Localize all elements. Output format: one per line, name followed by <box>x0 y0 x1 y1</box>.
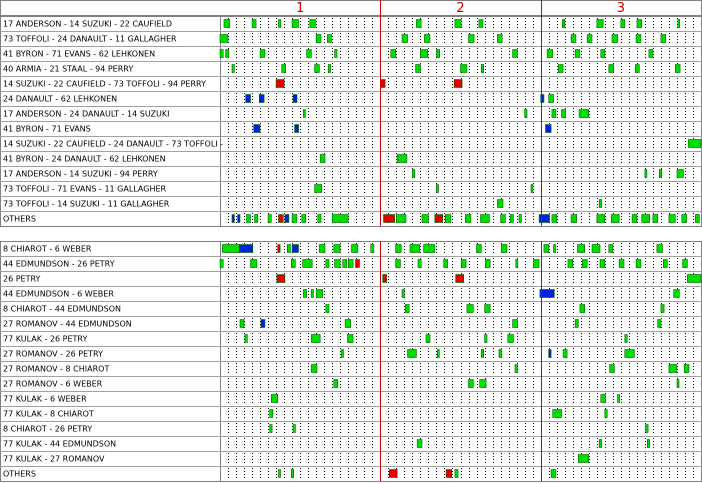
shift-bar-even <box>513 320 518 328</box>
shift-bar-even <box>287 245 290 253</box>
shift-bar-even <box>445 215 451 223</box>
shift-bar-even <box>247 215 251 223</box>
row-label: 17 ANDERSON - 24 DANAULT - 14 SUZUKI <box>3 109 170 119</box>
shift-bar-even <box>653 215 658 223</box>
shift-bar-even <box>271 395 277 403</box>
shift-bar-even <box>597 215 605 223</box>
row-label: 14 SUZUKI - 22 CAUFIELD - 73 TOFFOLI - 94 PERRY <box>3 79 206 89</box>
shift-bar-pp <box>540 290 554 298</box>
shift-bar-even <box>420 50 427 58</box>
shift-bar-even <box>684 365 689 373</box>
shift-bar-even <box>279 470 281 478</box>
shift-bar-even <box>437 350 439 358</box>
shift-bar-even <box>562 110 566 118</box>
shift-bar-pp <box>232 215 234 223</box>
shift-bar-penalty <box>446 470 452 478</box>
shift-bar-even <box>678 20 680 28</box>
shift-bar-even <box>481 65 483 73</box>
shift-bar-even <box>553 410 562 418</box>
shift-bar-even <box>547 50 553 58</box>
shift-bar-even <box>437 50 440 58</box>
row-label: 27 ROMANOV - 6 WEBER <box>3 379 103 389</box>
shift-bar-even <box>578 245 585 253</box>
shift-bar-even <box>348 335 354 343</box>
shift-bar-even <box>669 215 675 223</box>
row-label: 77 KULAK - 6 WEBER <box>3 394 87 404</box>
row-label: 14 SUZUKI - 22 CAUFIELD - 24 DANAULT - 73 TOFFOLI - <box>3 139 224 149</box>
shift-bar-even <box>513 50 518 58</box>
shift-bar-even <box>326 305 329 313</box>
shift-bar-pp <box>239 245 253 253</box>
shift-bar-even <box>663 260 667 268</box>
shift-bar-even <box>519 215 521 223</box>
shift-bar-even <box>240 320 244 328</box>
row-label: 27 ROMANOV - 8 CHIAROT <box>3 364 110 374</box>
row-label: 44 EDMUNDSON - 26 PETRY <box>3 259 115 269</box>
row-label: 77 KULAK - 26 PETRY <box>3 334 88 344</box>
shift-bar-even <box>501 215 506 223</box>
shift-bar-even <box>255 215 258 223</box>
shift-bar-even <box>391 50 396 58</box>
shift-bar-even <box>397 155 407 163</box>
shift-bar-even <box>610 365 615 373</box>
shift-bar-even <box>311 365 317 373</box>
shift-bar-even <box>531 185 533 193</box>
shift-bar-even <box>352 245 358 253</box>
shift-bar-even <box>319 245 325 253</box>
shift-bar-even <box>552 215 557 223</box>
shift-bar-pp <box>246 95 251 103</box>
shift-bar-even <box>587 35 592 43</box>
shift-bar-pp <box>292 245 298 253</box>
shift-bar-even <box>642 215 650 223</box>
shift-bar-even <box>220 50 223 58</box>
shift-bar-even <box>417 440 422 448</box>
shift-bar-even <box>410 245 420 253</box>
shift-bar-even <box>270 410 273 418</box>
shift-bar-even <box>270 425 272 433</box>
shift-bar-even <box>582 260 587 268</box>
shift-bar-even <box>558 65 563 73</box>
shift-bar-even <box>232 65 234 73</box>
shift-bar-pp <box>539 215 549 223</box>
row-label: 8 CHIAROT - 44 EDMUNDSON <box>3 304 121 314</box>
shift-bar-even <box>226 50 229 58</box>
shift-bar-even <box>563 350 567 358</box>
shift-bar-even <box>657 245 663 253</box>
row-label: 27 ROMANOV - 44 EDMUNDSON <box>3 319 132 329</box>
shift-bar-even <box>408 350 417 358</box>
shift-bar-even <box>525 110 527 118</box>
shift-bar-even <box>405 305 409 313</box>
shift-bar-even <box>534 260 540 268</box>
shift-bar-even <box>461 65 467 73</box>
shift-bar-even <box>625 350 635 358</box>
shift-bar-even <box>516 260 518 268</box>
shift-bar-even <box>659 170 661 178</box>
shift-bar-pp <box>546 125 552 133</box>
shift-bar-even <box>481 215 490 223</box>
shift-bar-even <box>647 440 649 448</box>
shift-bar-even <box>508 335 514 343</box>
shift-bar-even <box>396 215 406 223</box>
row-label: OTHERS <box>3 214 36 224</box>
shift-bar-even <box>597 20 603 28</box>
period-label-1: 1 <box>296 1 305 16</box>
shift-bar-even <box>632 215 637 223</box>
shift-bar-even <box>341 350 343 358</box>
shift-bar-even <box>291 260 295 268</box>
period-label-3: 3 <box>616 1 625 16</box>
period-header <box>1 1 702 16</box>
shift-bar-even <box>636 260 641 268</box>
shift-bar-even <box>571 35 576 43</box>
row-label: 24 DANAULT - 62 LEHKONEN <box>3 94 118 104</box>
row-label: 41 BYRON - 24 DANAULT - 62 LEHKONEN <box>3 154 166 164</box>
row-label: 41 BYRON - 71 EVANS - 62 LEHKONEN <box>3 49 156 59</box>
shift-bar-even <box>562 20 564 28</box>
shift-bar-even <box>658 320 661 328</box>
shift-bar-even <box>424 35 430 43</box>
shift-bar-even <box>318 215 321 223</box>
shift-bar-even <box>310 20 316 28</box>
row-group-2 <box>0 241 702 482</box>
shift-bar-even <box>480 380 486 388</box>
shift-bar-even <box>637 20 642 28</box>
shift-bar-even <box>600 260 605 268</box>
shift-bar-even <box>677 170 683 178</box>
shift-bar-even <box>465 215 471 223</box>
shift-bar-pp <box>295 125 299 133</box>
shift-bar-even <box>568 260 573 268</box>
shift-bar-even <box>302 215 306 223</box>
shift-bar-even <box>245 335 247 343</box>
row-label: OTHERS <box>3 469 36 479</box>
row-label: 8 CHIAROT - 26 PETRY <box>3 424 93 434</box>
shift-bar-pp <box>285 215 289 223</box>
shift-bar-even <box>416 20 421 28</box>
shift-bar-even <box>402 290 404 298</box>
shift-bar-even <box>682 215 687 223</box>
shift-bar-even <box>601 395 606 403</box>
shift-bar-even <box>636 35 641 43</box>
shift-bar-even <box>315 185 322 193</box>
period-label-2: 2 <box>456 1 465 16</box>
shift-bar-even <box>510 215 513 223</box>
shift-bar-even <box>422 215 428 223</box>
shift-bar-even <box>316 35 321 43</box>
shift-bar-pp <box>261 320 265 328</box>
shift-bar-even <box>669 365 677 373</box>
shift-bar-even <box>371 245 374 253</box>
shift-bar-even <box>437 185 439 193</box>
shift-bar-even <box>619 260 624 268</box>
shift-bar-even <box>661 35 666 43</box>
shift-bar-even <box>320 155 325 163</box>
shift-bar-even <box>469 35 475 43</box>
shift-bar-even <box>252 20 256 28</box>
shift-bar-even <box>575 50 580 58</box>
shift-bar-even <box>315 65 320 73</box>
shift-bar-even <box>412 170 414 178</box>
shift-bar-even <box>605 410 607 418</box>
shift-bar-even <box>579 110 589 118</box>
shift-bar-even <box>469 380 474 388</box>
shift-bar-even <box>467 305 473 313</box>
shift-bar-penalty <box>278 245 280 253</box>
shift-bar-even <box>396 245 402 253</box>
shift-bar-even <box>303 110 305 118</box>
shift-bar-even <box>625 335 627 343</box>
shift-bar-penalty <box>456 275 464 283</box>
shift-bar-even <box>311 290 313 298</box>
shift-bar-penalty <box>356 260 360 268</box>
shift-bar-even <box>554 245 556 253</box>
row-label: 44 EDMUNDSON - 6 WEBER <box>3 289 114 299</box>
shift-bar-even <box>612 35 618 43</box>
shift-bar-pp <box>259 95 264 103</box>
shift-bar-pp <box>549 350 551 358</box>
shift-bar-even <box>688 140 701 148</box>
shift-bar-even <box>485 260 490 268</box>
row-label: 73 TOFFOLI - 24 DANAULT - 11 GALLAGHER <box>3 34 177 44</box>
row-label: 26 PETRY <box>3 274 41 284</box>
row-label: 8 CHIAROT - 6 WEBER <box>3 244 92 254</box>
row-label: 17 ANDERSON - 14 SUZUKI - 94 PERRY <box>3 169 158 179</box>
shift-bar-even <box>327 35 331 43</box>
shift-bar-even <box>501 245 507 253</box>
shift-bar-even <box>291 470 293 478</box>
shift-bar-even <box>645 170 647 178</box>
row-label: 73 TOFFOLI - 14 SUZUKI - 11 GALLAGHER <box>3 199 170 209</box>
shift-bar-even <box>549 95 554 103</box>
shift-bar-penalty <box>384 215 395 223</box>
shift-bar-even <box>343 260 347 268</box>
shift-bar-even <box>609 245 613 253</box>
shift-bar-even <box>426 335 430 343</box>
row-label: 77 KULAK - 27 ROMANOV <box>3 454 105 464</box>
shift-bar-even <box>220 260 223 268</box>
shift-bar-even <box>675 65 680 73</box>
shift-bar-even <box>416 65 421 73</box>
shift-bar-even <box>418 260 421 268</box>
shift-bar-even <box>544 245 549 253</box>
shift-bar-even <box>332 215 348 223</box>
shift-bar-even <box>611 215 619 223</box>
shift-bar-even <box>649 50 653 58</box>
shift-bar-even <box>674 290 680 298</box>
shift-bar-penalty <box>380 80 385 88</box>
shift-bar-even <box>444 260 448 268</box>
shift-bar-even <box>646 425 648 433</box>
row-label: 77 KULAK - 8 CHIAROT <box>3 409 94 419</box>
shift-bar-even <box>334 245 340 253</box>
shift-bar-even <box>220 35 228 43</box>
shift-bar-even <box>335 260 341 268</box>
shift-bar-even <box>307 50 312 58</box>
shift-bar-even <box>635 65 639 73</box>
shift-bar-even <box>455 20 461 28</box>
row-label: 73 TOFFOLI - 71 EVANS - 11 GALLAGHER <box>3 184 167 194</box>
shift-bar-penalty <box>279 215 284 223</box>
shift-bar-even <box>618 395 620 403</box>
shift-bar-even <box>345 320 351 328</box>
row-label: 27 ROMANOV - 26 PETRY <box>3 349 103 359</box>
shift-bar-even <box>328 65 330 73</box>
shift-bar-even <box>477 245 482 253</box>
shift-bar-even <box>677 380 679 388</box>
shift-bar-even <box>497 200 503 208</box>
shift-bar-pp <box>254 125 260 133</box>
shift-bar-even <box>268 215 271 223</box>
row-group-1 <box>0 16 702 227</box>
shift-bar-even <box>455 470 458 478</box>
shift-bar-even <box>293 425 295 433</box>
shift-bar-even <box>683 260 688 268</box>
shift-bar-even <box>311 335 320 343</box>
shift-bar-even <box>621 20 625 28</box>
shift-bar-even <box>497 35 502 43</box>
shift-bar-penalty <box>389 470 397 478</box>
shift-bar-even <box>334 380 338 388</box>
shift-bar-even <box>575 320 578 328</box>
shift-bar-even <box>571 215 577 223</box>
shift-bar-even <box>335 50 337 58</box>
shift-bar-even <box>292 215 297 223</box>
shift-bar-even <box>303 290 306 298</box>
shift-bar-even <box>661 305 664 313</box>
shift-bar-even <box>695 215 699 223</box>
shift-bar-even <box>580 305 585 313</box>
shift-bar-even <box>260 50 265 58</box>
shift-bar-even <box>592 245 600 253</box>
shift-bar-penalty <box>454 80 462 88</box>
shift-bar-even <box>499 350 501 358</box>
shift-bar-penalty <box>435 215 443 223</box>
shift-bar-even <box>402 35 408 43</box>
shift-bar-even <box>303 260 313 268</box>
shift-bar-even <box>551 470 556 478</box>
shift-bar-even <box>687 275 701 283</box>
shift-bar-even <box>282 65 286 73</box>
shift-bar-even <box>601 50 605 58</box>
shift-bar-even <box>515 365 517 373</box>
row-label: 77 KULAK - 44 EDMUNDSON <box>3 439 117 449</box>
shift-bar-even <box>222 245 239 253</box>
shift-bar-even <box>279 20 281 28</box>
row-label: 40 ARMIA - 21 STAAL - 94 PERRY <box>3 64 134 74</box>
shift-bar-even <box>609 65 614 73</box>
shift-bar-even <box>599 440 601 448</box>
shift-bar-even <box>485 335 487 343</box>
shift-bar-even <box>348 260 353 268</box>
shift-bar-even <box>578 455 588 463</box>
shift-bar-even <box>552 110 556 118</box>
shift-bar-even <box>479 20 483 28</box>
shift-bar-even <box>251 260 257 268</box>
shift-bar-pp <box>293 95 297 103</box>
shift-bar-even <box>224 20 230 28</box>
shift-bar-even <box>396 260 401 268</box>
shift-bar-penalty <box>276 80 284 88</box>
shift-bar-even <box>461 260 466 268</box>
shift-bar-even <box>292 20 298 28</box>
shift-bar-even <box>481 350 483 358</box>
shift-bar-even <box>326 260 329 268</box>
shift-bar-even <box>316 290 322 298</box>
shift-bar-even <box>599 200 601 208</box>
shift-bar-pp <box>238 215 240 223</box>
shift-bar-even <box>485 305 491 313</box>
shift-bar-even <box>424 245 435 253</box>
shift-bar-penalty <box>277 275 285 283</box>
row-label: 17 ANDERSON - 14 SUZUKI - 22 CAUFIELD <box>3 19 172 29</box>
row-label: 41 BYRON - 71 EVANS <box>3 124 91 134</box>
shift-bar-penalty <box>383 275 387 283</box>
